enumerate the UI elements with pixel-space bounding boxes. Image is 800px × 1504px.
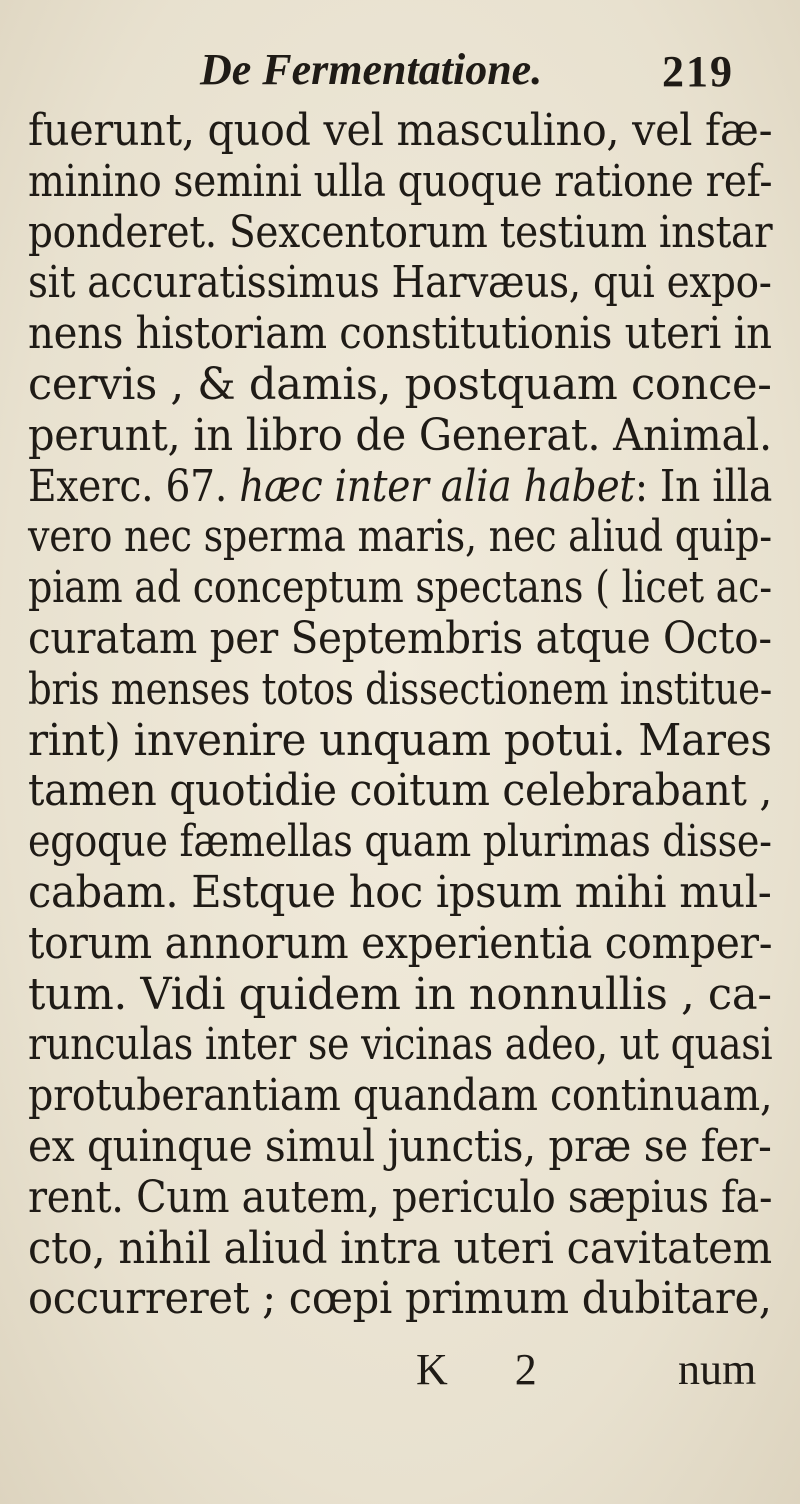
line-text-pre: Exerc. 67. (28, 460, 240, 512)
text-line: perunt, in libro de Generat. Animal. (28, 409, 772, 461)
text-line: cto, nihil aliud intra uteri cavitatem (28, 1222, 772, 1274)
text-line: minino semini ulla quoque ratione ref- (28, 155, 773, 207)
page-header (0, 44, 800, 104)
text-line: ponderet. Sexcentorum testium instar (28, 206, 773, 258)
body-text (28, 106, 772, 1325)
text-line: tum. Vidi quidem in nonnullis , ca- (28, 968, 772, 1020)
text-line: curatam per Septembris atque Octo- (28, 612, 772, 664)
text-line: rent. Cum autem, periculo sæpius fa- (28, 1171, 773, 1223)
signature-mark: K 2 (416, 1345, 565, 1394)
line-text-post: : In illa (634, 460, 773, 512)
text-line: ex quinque simul junctis, præ se fer- (28, 1120, 772, 1172)
text-line: fuerunt, quod vel masculino, vel fæ- (28, 105, 773, 156)
text-line: bris menses totos dissectionem institue- (28, 663, 773, 715)
text-line: cervis , & damis, postquam conce- (28, 358, 772, 410)
page-footer (0, 1344, 800, 1400)
running-title: De Fermentatione. (200, 45, 543, 94)
page-number: 219 (662, 47, 734, 96)
text-line: egoque fæmellas quam plurimas disse- (28, 816, 772, 868)
italic-quote: hæc inter alia habet (239, 460, 635, 512)
text-line: runculas inter se vicinas adeo, ut quasi (28, 1019, 773, 1071)
text-line: cabam. Estque hoc ipsum mihi mul- (28, 866, 772, 918)
text-line: occurreret ; cœpi primum dubitare, (28, 1273, 772, 1325)
text-line: tamen quotidie coitum celebrabant , (28, 765, 773, 817)
text-line-with-italic (28, 460, 773, 513)
text-line: rint) invenire unquam potui. Mares (28, 714, 772, 766)
text-line: protuberantiam quandam continuam, (28, 1070, 773, 1122)
catchword: num (678, 1345, 757, 1394)
text-line: nens historiam constitutionis uteri in (28, 308, 772, 360)
text-line: vero nec sperma maris, nec aliud quip- (28, 511, 772, 563)
text-line: piam ad conceptum spectans ( licet ac- (28, 562, 772, 614)
text-line: torum annorum experientia comper- (28, 917, 773, 969)
text-line: sit accuratissimus Harvæus, qui expo- (28, 257, 772, 309)
